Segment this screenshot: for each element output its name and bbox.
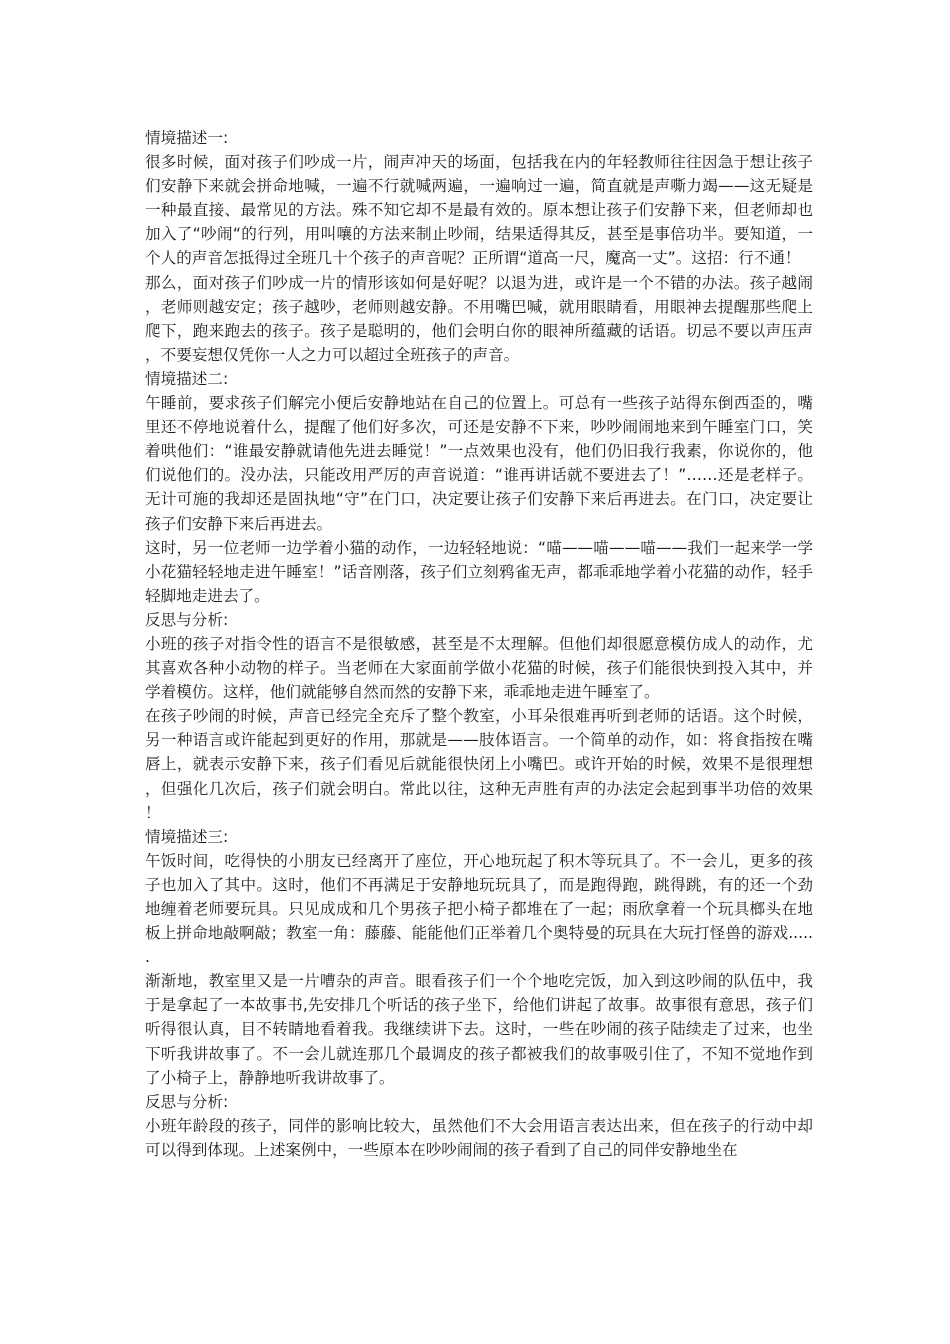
section-heading-reflection-2: 反思与分析: [145, 1092, 229, 1111]
section-heading-scenario-2: 情境描述二: [145, 369, 229, 388]
paragraph-scenario-3-story: 渐渐地，教室里又是一片嘈杂的声音。眼看孩子们一个个地吃完饭，加入到这吵闹的队伍中，我于是拿起了一本故事书,先安排几个听话的孩子坐下，给他们讲起了故事。故事很有意思，孩子们听得很认真，目不转睛地看着我。我继续讲下去。这时，一些在吵闹的孩子陆续走了过来，也坐下听我讲故事了。不一会儿就连那几个最调皮的孩子都被我们的故事吸引住了，不知不觉地作到了小椅子上，静静地听我讲故事了。 [145, 972, 813, 1087]
paragraph-scenario-2-description: 午睡前，要求孩子们解完小便后安静地站在自己的位置上。可总有一些孩子站得东倒西歪的，嘴里还不停地说着什么，提醒了他们好多次，可还是安静不下来，吵吵闹闹地来到午睡室门口，笑着哄他们：“谁最安静就请他先进去睡觉！”一点效果也没有，他们仍旧我行我素，你说你的，他们说他们的。没办法，只能改用严厉的声音说道：“谁再讲话就不要进去了！”……还是老样子。无计可施的我却还是固执地“守”在门口，决定要让孩子们安静下来后再进去。在门口，决定要让孩子们安静下来后再进去。 [145, 394, 813, 533]
document-page [145, 126, 813, 1162]
paragraph-scenario-1-description: 很多时候，面对孩子们吵成一片，闹声冲天的场面，包括我在内的年轻教师往往因急于想让孩子们安静下来就会拼命地喊，一遍不行就喊两遍，一遍响过一遍，简直就是声嘶力竭——这无疑是一种最直接、最常见的方法。殊不知它却不是最有效的。原本想让孩子们安静下来，但老师却也加入了“吵闹“的行列，用叫嚷的方法来制止吵闹，结果适得其反，甚至是事倍功半。要知道，一个人的声音怎抵得过全班几十个孩子的声音呢？正所谓“道高一尺，魔高一丈”。这招：行不通！ [145, 153, 813, 268]
paragraph-scenario-1-approach: 那么，面对孩子们吵成一片的情形该如何是好呢？以退为进，或许是一个不错的办法。孩子越闹，老师则越安定；孩子越吵，老师则越安静。不用嘴巴喊，就用眼睛看，用眼神去提醒那些爬上爬下，跑来跑去的孩子。孩子是聪明的，他们会明白你的眼神所蕴藏的话语。切忌不要以声压声，不要妄想仅凭你一人之力可以超过全班孩子的声音。 [145, 273, 813, 364]
paragraph-reflection-1-imitation: 小班的孩子对指令性的语言不是很敏感，甚至是不太理解。但他们却很愿意模仿成人的动作，尤其喜欢各种小动物的样子。当老师在大家面前学做小花猫的时候，孩子们能很快到投入其中，并学着模仿。这样，他们就能够自然而然的安静下来，乖乖地走进午睡室了。 [145, 634, 813, 702]
section-heading-reflection-1: 反思与分析: [145, 610, 229, 629]
section-heading-scenario-1: 情境描述一: [145, 129, 229, 147]
section-heading-scenario-3: 情境描述三: [145, 827, 229, 846]
paragraph-scenario-3-lunch: 午饭时间，吃得快的小朋友已经离开了座位，开心地玩起了积木等玩具了。不一会儿，更多的孩子也加入了其中。这时，他们不再满足于安静地玩玩具了，而是跑得跑，跳得跳，有的还一个劲地缠着老师要玩具。只见成成和几个男孩子把小椅子都堆在了一起；雨欣拿着一个玩具榔头在地板上拼命地敲啊敲；教室一角：藤藤、能能他们正举着几个奥特曼的玩具在大玩打怪兽的游戏...... [145, 851, 813, 967]
paragraph-reflection-2-peers: 小班年龄段的孩子，同伴的影响比较大，虽然他们不大会用语言表达出来，但在孩子的行动中却可以得到体现。上述案例中，一些原本在吵吵闹闹的孩子看到了自己的同伴安静地坐在 [145, 1116, 813, 1159]
paragraph-reflection-1-body-language: 在孩子吵闹的时候，声音已经完全充斥了整个教室，小耳朵很难再听到老师的话语。这个时候，另一种语言或许能起到更好的作用，那就是——肢体语言。一个简单的动作，如：将食指按在嘴唇上，就表示安静下来，孩子们看见后就能很快闭上小嘴巴。或许开始的时候，效果不是很理想，但强化几次后，孩子们就会明白。常此以往，这种无声胜有声的办法定会起到事半功倍的效果！ [145, 707, 813, 822]
paragraph-scenario-2-kitten: 这时，另一位老师一边学着小猫的动作，一边轻轻地说：“喵——喵——喵——我们一起来学一学小花猫轻轻地走进午睡室！”话音刚落，孩子们立刻鸦雀无声，都乖乖地学着小花猫的动作，轻手轻脚地走进去了。 [145, 538, 813, 605]
